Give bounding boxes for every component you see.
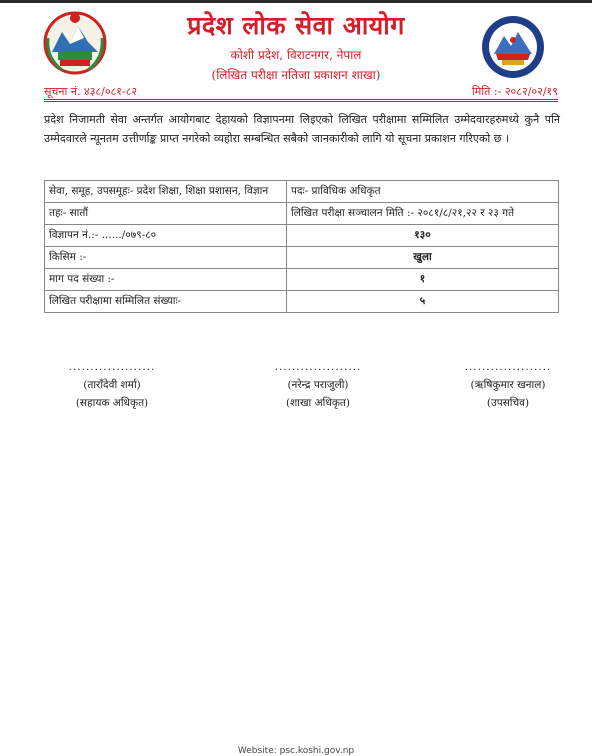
header-divider xyxy=(44,99,558,100)
result-table xyxy=(44,180,559,313)
ad-no-label: विज्ञापन नं.:- ....../०७९-८० xyxy=(45,225,287,247)
top-border xyxy=(0,0,592,3)
branch-name: (लिखित परीक्षा नतिजा प्रकाशन शाखा) xyxy=(211,68,381,82)
table-row xyxy=(45,269,559,291)
table-row xyxy=(45,225,559,247)
appeared-label: लिखित परीक्षामा सम्मिलित संख्याः- xyxy=(45,291,287,313)
signature-line: .................... xyxy=(464,361,552,373)
signature-line: .................... xyxy=(274,361,362,373)
appeared-value: ५ xyxy=(287,291,559,313)
table-row xyxy=(45,291,559,313)
level-cell: तहः- सातौं xyxy=(45,203,287,225)
exam-date-cell: लिखित परीक्षा सञ्चालन मिति :- २०८१/८/२१,२२ र २३ गते xyxy=(287,203,559,225)
demand-label: माग पद संख्या :- xyxy=(45,269,287,291)
commission-address: कोशी प्रदेश, विराटनगर, नेपाल xyxy=(230,48,362,62)
signature-block xyxy=(238,358,398,412)
type-label: किसिम :- xyxy=(45,247,287,269)
signatory-name: (नरेन्द्र पराजुली) xyxy=(287,379,349,391)
notice-number: सूचना नं. ४३८/०८१-८२ xyxy=(44,85,138,98)
table-row xyxy=(45,203,559,225)
signature-line: .................... xyxy=(68,361,156,373)
post-cell: पदः- प्राविधिक अधिकृत xyxy=(287,181,559,203)
table-row xyxy=(45,181,559,203)
type-value: खुला xyxy=(287,247,559,269)
commission-title: प्रदेश लोक सेवा आयोग xyxy=(187,11,405,40)
signatory-name: (ताराँदेवी शर्मा) xyxy=(83,379,141,391)
service-cell: सेवा, समूह, उपसमूहः- प्रदेश शिक्षा, शिक्षा प्रशासन, विज्ञान xyxy=(45,181,287,203)
demand-value: १ xyxy=(287,269,559,291)
ad-no-value: १३० xyxy=(287,225,559,247)
signature-block xyxy=(32,358,192,412)
notice-date: मिति :- २०८२/०२/१९ xyxy=(471,85,558,98)
signatory-title: (शाखा अधिकृत) xyxy=(286,397,350,409)
signature-block xyxy=(428,358,588,412)
header-divider-2 xyxy=(44,101,558,102)
signatory-title: (उपसचिव) xyxy=(486,397,530,409)
signatory-name: (ऋषिकुमार खनाल) xyxy=(470,379,546,391)
intro-paragraph: प्रदेश निजामती सेवा अन्तर्गत आयोगबाट देहायको विज्ञापनमा लिइएको लिखित परीक्षामा सम्मिलित उम्मेदवारहरुमध्ये कुनै पनि उम्मेदवारले न्यूनतम उत्तीर्णाङ्क प्राप्त नगरेको व्यहोरा सम्बन्धित सबैको जानकारीको लागि यो सूचना प्रकाशन गरिएको छ । xyxy=(44,113,560,145)
table-row xyxy=(45,247,559,269)
signatory-title: (सहायक अधिकृत) xyxy=(75,397,149,409)
website-footer: Website: psc.koshi.gov.np xyxy=(237,746,355,756)
